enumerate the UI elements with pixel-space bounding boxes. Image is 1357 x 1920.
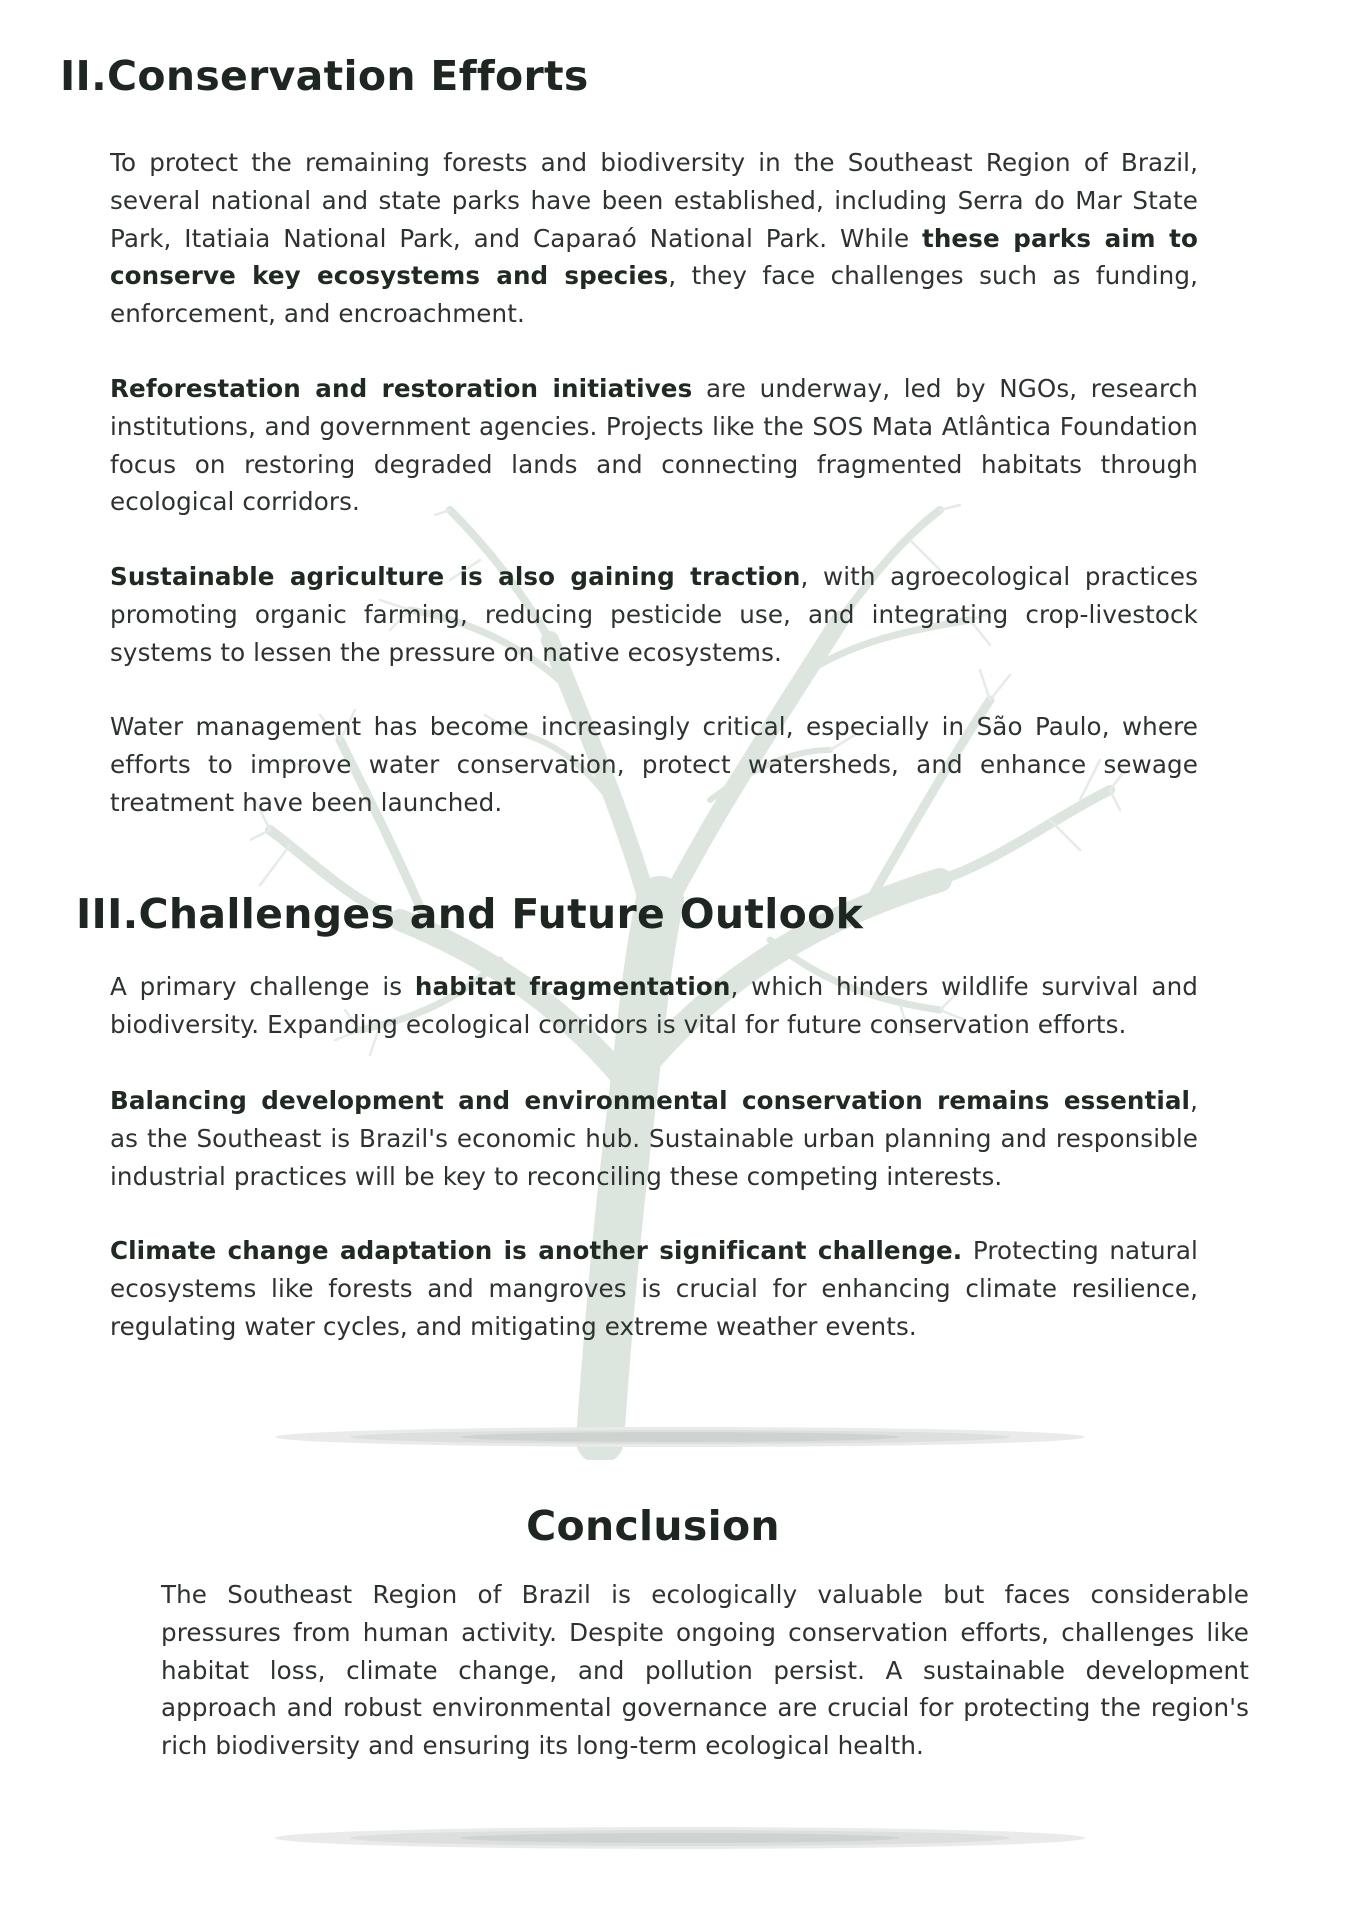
text: Water management has become increasingly critical, especially in São Paulo, where efforts to improve water conservation, protect watersheds, and enhance sewage treatment have been launched. (110, 712, 1198, 817)
challenges-paragraph-1 (110, 968, 1198, 1044)
bold-text: Balancing development and environmental conservation remains essential (110, 1086, 1191, 1115)
text: The Southeast Region of Brazil is ecologically valuable but faces considerable pressures from human activity. Despite ongoing conservation efforts, challenges like habitat loss, climate change, and pollution persist. A sustainable development approach and robust environmental governance are crucial for protecting the region's rich biodiversity and ensuring its long-term ecological health. (161, 1580, 1249, 1761)
text: A primary challenge is (110, 972, 415, 1001)
text: , which hinders wildlife survival and biodiversity. Expanding ecological corridors is vital for future conservation efforts. (110, 972, 1198, 1039)
bold-text: habitat fragmentation (414, 972, 731, 1001)
text: , with agroecological practices promoting organic farming, reducing pesticide use, and integrating crop-livestock systems to lessen the pressure on native ecosystems. (110, 562, 1198, 667)
text: , as the Southeast is Brazil's economic hub. Sustainable urban planning and responsible industrial practices will be key to reconciling these competing interests. (110, 1086, 1198, 1191)
heading-conservation-efforts: II.Conservation Efforts (60, 52, 589, 100)
challenges-paragraph-2 (110, 1082, 1198, 1195)
conservation-paragraph-3 (110, 558, 1198, 671)
bold-text: Sustainable agriculture is also gaining traction (110, 562, 801, 591)
heading-challenges-future-outlook: III.Challenges and Future Outlook (76, 890, 864, 938)
text: , they face challenges such as funding, enforcement, and encroachment. (110, 261, 1198, 329)
bold-text: Reforestation and restoration initiatives (110, 374, 693, 403)
heading-conclusion: Conclusion (526, 1502, 780, 1550)
conservation-paragraph-4 (110, 708, 1198, 821)
text: To protect the remaining forests and biodiversity in the Southeast Region of Brazil, several national and state parks have been established, including Serra do Mar State Park, Itatiaia National Park, and Caparaó National Park. While (110, 148, 1198, 253)
conservation-paragraph-1 (110, 144, 1198, 333)
conservation-paragraph-2 (110, 370, 1198, 521)
conclusion-paragraph (161, 1576, 1249, 1765)
bold-text: Climate change adaptation is another significant challenge. (110, 1236, 963, 1265)
challenges-paragraph-3 (110, 1232, 1198, 1345)
bold-text: these parks aim to conserve key ecosystems and species (110, 223, 1198, 291)
text: Protecting natural ecosystems like forests and mangroves is crucial for enhancing climate resilience, regulating water cycles, and mitigating extreme weather events. (110, 1236, 1198, 1341)
text: are underway, led by NGOs, research institutions, and government agencies. Projects like the SOS Mata Atlântica Foundation focus on restoring degraded lands and connecting fragmented habitats through ecological corridors. (110, 374, 1198, 517)
